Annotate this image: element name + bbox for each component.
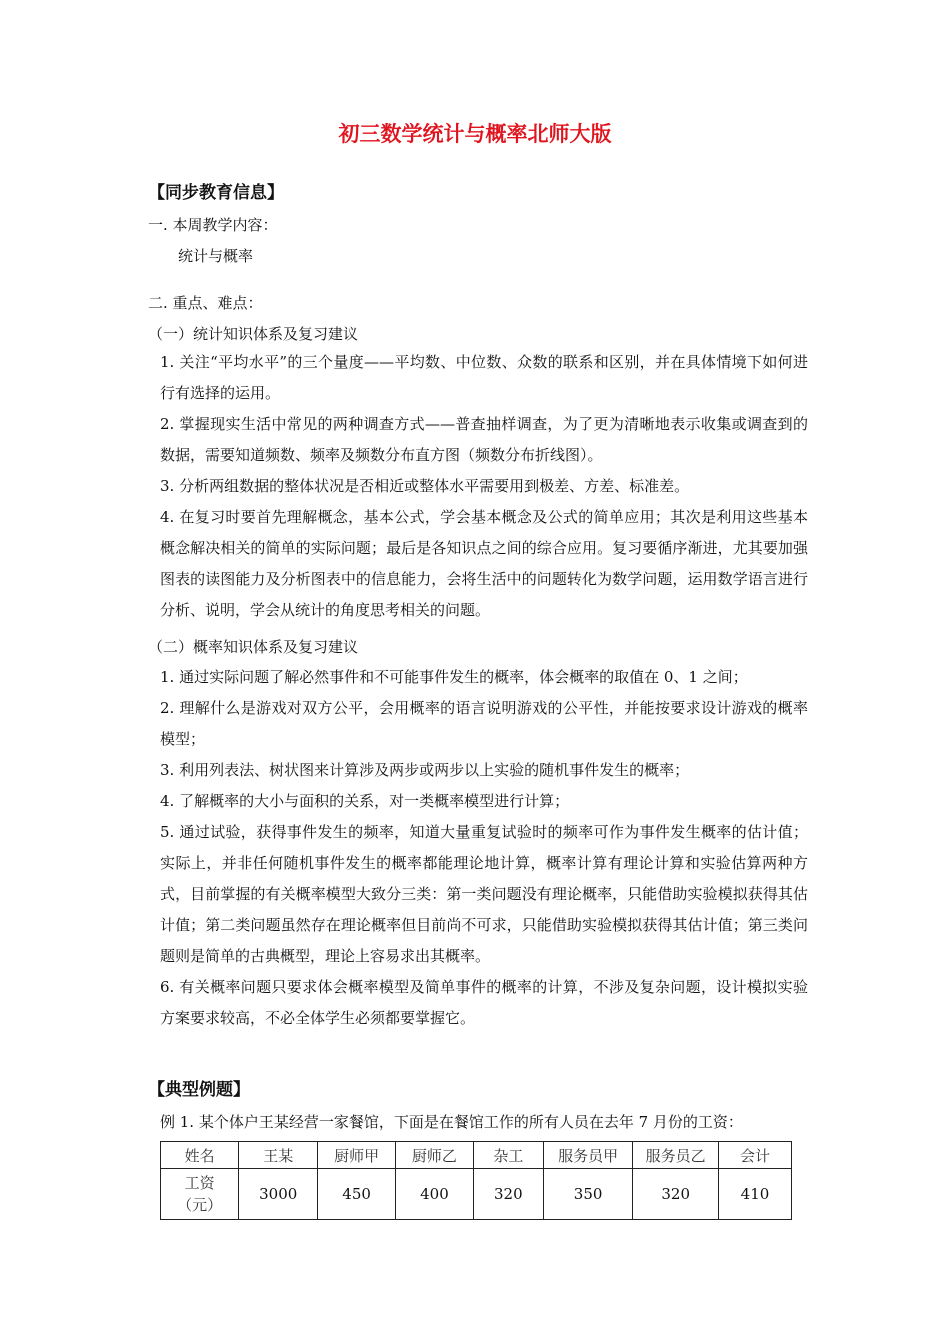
subsection-probability-heading: （二）概率知识体系及复习建议 bbox=[148, 638, 359, 656]
list-item: 3. 分析两组数据的整体状况是否相近或整体水平需要用到极差、方差、标准差。 bbox=[160, 477, 690, 495]
table-cell: 400 bbox=[396, 1169, 474, 1220]
list-item: 4. 了解概率的大小与面积的关系，对一类概率模型进行计算； bbox=[160, 792, 570, 810]
item-weekly-content-text: 统计与概率 bbox=[178, 247, 254, 265]
statistics-points bbox=[148, 347, 808, 626]
list-item: 4. 在复习时要首先理解概念，基本公式，学会基本概念及公式的简单应用；其次是利用这些基本概念解决相关的简单的实际问题；最后是各知识点之间的综合应用。复习要循序渐进，尤其要加强图表的读图能力及分析图表中的信息能力，会将生活中的问题转化为数学问题，运用数学语言进行分析、说明，学会从统计的角度思考相关的问题。 bbox=[160, 508, 808, 619]
table-row-label bbox=[161, 1169, 239, 1220]
table-header-cell: 王某 bbox=[239, 1142, 318, 1169]
table-header-row bbox=[161, 1142, 792, 1169]
salary-table bbox=[160, 1141, 792, 1220]
subsection-statistics-heading: （一）统计知识体系及复习建议 bbox=[148, 325, 359, 343]
example-1-text: 例 1. 某个体户王某经营一家餐馆，下面是在餐馆工作的所有人员在去年 7 月份的工资： bbox=[160, 1113, 743, 1131]
row-label-unit: （元） bbox=[177, 1196, 223, 1214]
list-item: 1. 通过实际问题了解必然事件和不可能事件发生的概率，体会概率的取值在 0、1 之间； bbox=[160, 668, 748, 686]
table-cell: 320 bbox=[473, 1169, 543, 1220]
list-item: 2. 掌握现实生活中常见的两种调查方式——普查抽样调查，为了更为清晰地表示收集或调查到的数据，需要知道频数、频率及频数分布直方图（频数分布折线图）。 bbox=[160, 415, 808, 464]
table-cell: 3000 bbox=[239, 1169, 318, 1220]
table-header-cell: 姓名 bbox=[161, 1142, 239, 1169]
table-header-cell: 厨师乙 bbox=[396, 1142, 474, 1169]
list-item: 2. 理解什么是游戏对双方公平，会用概率的语言说明游戏的公平性，并能按要求设计游戏的概率模型； bbox=[160, 699, 808, 748]
section-heading-examples: 【典型例题】 bbox=[148, 1080, 250, 1100]
table-cell: 350 bbox=[543, 1169, 633, 1220]
table-cell: 320 bbox=[633, 1169, 719, 1220]
list-item: 1. 关注“平均水平”的三个量度——平均数、中位数、众数的联系和区别，并在具体情境下如何进行有选择的运用。 bbox=[160, 353, 808, 402]
table-cell: 450 bbox=[318, 1169, 396, 1220]
probability-points bbox=[148, 662, 808, 1034]
list-item: 6. 有关概率问题只要求体会概率模型及简单事件的概率的计算，不涉及复杂问题，设计模拟实验方案要求较高，不必全体学生必须都要掌握它。 bbox=[160, 978, 808, 1027]
table-header-cell: 服务员乙 bbox=[633, 1142, 719, 1169]
table-header-cell: 会计 bbox=[719, 1142, 792, 1169]
list-item: 3. 利用列表法、树状图来计算涉及两步或两步以上实验的随机事件发生的概率； bbox=[160, 761, 690, 779]
list-item: 5. 通过试验，获得事件发生的频率，知道大量重复试验时的频率可作为事件发生概率的估计值；实际上，并非任何随机事件发生的概率都能理论地计算，概率计算有理论计算和实验估算两种方式，目前掌握的有关概率模型大致分三类：第一类问题没有理论概率，只能借助实验模拟获得其估计值；第二类问题虽然存在理论概率但目前尚不可求，只能借助实验模拟获得其估计值；第三类问题则是简单的古典概型，理论上容易求出其概率。 bbox=[160, 823, 808, 965]
document-title: 初三数学统计与概率北师大版 bbox=[338, 122, 612, 146]
table-header-cell: 杂工 bbox=[473, 1142, 543, 1169]
table-cell: 410 bbox=[719, 1169, 792, 1220]
table-row bbox=[161, 1169, 792, 1220]
table-header-cell: 服务员甲 bbox=[543, 1142, 633, 1169]
section-heading-sync-info: 【同步教育信息】 bbox=[148, 183, 284, 203]
row-label-line: 工资 bbox=[184, 1174, 215, 1192]
item-weekly-content: 一. 本周教学内容： bbox=[148, 216, 278, 234]
table-header-cell: 厨师甲 bbox=[318, 1142, 396, 1169]
item-key-points: 二. 重点、难点： bbox=[148, 294, 263, 312]
